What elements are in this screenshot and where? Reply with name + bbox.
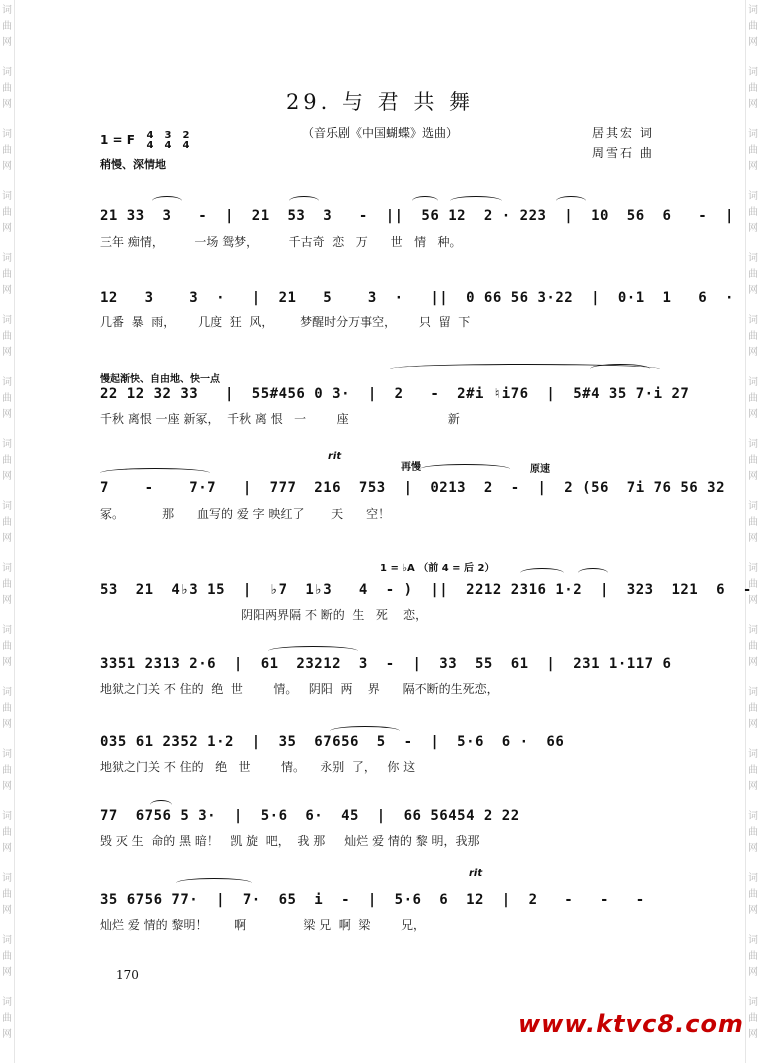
watermark-glyph: 曲 — [748, 827, 758, 838]
watermark-glyph: 词 — [748, 873, 758, 884]
notation-line: 12 3 3 · | 21 5 3 · || 0 66 56 3·22 | 0·1 1 6 · — [100, 290, 734, 306]
watermark-glyph: 曲 — [2, 393, 12, 404]
lyric-line: 千秋 离恨 一座 新冢， 千秋 离 恨 一 座 新 — [100, 412, 460, 426]
watermark-glyph: 曲 — [748, 331, 758, 342]
watermark-glyph: 曲 — [748, 641, 758, 652]
watermark-glyph: 词 — [748, 5, 758, 16]
watermark-glyph: 曲 — [2, 765, 12, 776]
watermark-glyph: 网 — [2, 533, 12, 544]
watermark-glyph: 词 — [748, 687, 758, 698]
watermark-glyph: 曲 — [748, 517, 758, 528]
watermark-glyph: 网 — [2, 657, 12, 668]
watermark-glyph: 曲 — [2, 827, 12, 838]
watermark-glyph: 词 — [2, 501, 12, 512]
slur — [450, 196, 502, 206]
watermark-glyph: 曲 — [748, 393, 758, 404]
lyricist-credit: 居其宏 词 — [592, 126, 654, 140]
notation-line: 22 12 32 33 | 55#456 0 3· | 2 - 2#i ♮i76 | 5#4 35 7·i 27 — [100, 386, 690, 402]
notation-line: 35 6756 77· | 7· 65 i - | 5·6 6 12 | 2 - - - — [100, 892, 645, 908]
site-watermark: www.ktvc8.com — [518, 1010, 744, 1038]
watermark-glyph: 网 — [2, 285, 12, 296]
watermark-glyph: 词 — [2, 377, 12, 388]
watermark-glyph: 网 — [2, 223, 12, 234]
watermark-glyph: 网 — [2, 967, 12, 978]
lyric-line: 冢。 那 血写的 爱 字 映红了 天 空！ — [100, 507, 391, 521]
watermark-glyph: 网 — [748, 843, 758, 854]
lyric-line: 几番 暴 雨， 几度 狂 风， 梦醒时分万事空， 只 留 下 — [100, 315, 471, 329]
watermark-glyph: 曲 — [2, 269, 12, 280]
notation-line: 7 - 7·7 | 777 216 753 | 0213 2 - | 2 (56 7i 76 56 32 — [100, 480, 726, 496]
watermark-glyph: 网 — [2, 409, 12, 420]
slur — [520, 568, 564, 578]
watermark-glyph: 网 — [748, 161, 758, 172]
watermark-glyph: 网 — [2, 347, 12, 358]
watermark-glyph: 词 — [748, 749, 758, 760]
watermark-glyph: 词 — [748, 377, 758, 388]
tempo-direction: 再慢 — [401, 462, 421, 473]
slur — [556, 196, 586, 206]
watermark-glyph: 词 — [2, 315, 12, 326]
watermark-glyph: 词 — [748, 439, 758, 450]
time-signature: 4 4 — [146, 130, 154, 151]
key-change: 1 = ♭A （前 4 = 后 2） — [380, 563, 495, 574]
tempo-direction: 原速 — [530, 464, 550, 475]
watermark-glyph: 词 — [2, 625, 12, 636]
slur — [176, 878, 252, 888]
watermark-glyph: 网 — [748, 657, 758, 668]
slur — [268, 646, 358, 656]
tempo-marking: 稍慢、深情地 — [100, 158, 166, 171]
watermark-glyph: 曲 — [2, 703, 12, 714]
notation-line: 3351 2313 2·6 | 61 23212 3 - | 33 55 61 | 231 1·117 6 — [100, 656, 672, 672]
slur — [289, 196, 319, 206]
watermark-glyph: 曲 — [2, 951, 12, 962]
watermark-glyph: 曲 — [748, 889, 758, 900]
watermark-glyph: 词 — [748, 191, 758, 202]
watermark-glyph: 词 — [748, 811, 758, 822]
slur — [100, 468, 210, 478]
watermark-glyph: 曲 — [2, 21, 12, 32]
watermark-glyph: 词 — [2, 563, 12, 574]
watermark-glyph: 网 — [748, 781, 758, 792]
watermark-glyph: 曲 — [748, 269, 758, 280]
slur — [152, 196, 182, 206]
slur — [590, 364, 650, 374]
watermark-glyph: 词 — [2, 935, 12, 946]
watermark-glyph: 曲 — [2, 207, 12, 218]
watermark-glyph: 网 — [2, 161, 12, 172]
right-watermark-strip — [745, 0, 760, 1063]
watermark-glyph: 曲 — [2, 455, 12, 466]
watermark-glyph: 曲 — [2, 83, 12, 94]
watermark-glyph: 网 — [2, 471, 12, 482]
watermark-glyph: 词 — [748, 315, 758, 326]
watermark-glyph: 词 — [748, 67, 758, 78]
watermark-glyph: 网 — [748, 37, 758, 48]
slur — [412, 196, 438, 206]
watermark-glyph: 词 — [2, 811, 12, 822]
watermark-glyph: 词 — [748, 563, 758, 574]
watermark-glyph: 网 — [2, 781, 12, 792]
watermark-glyph: 曲 — [2, 145, 12, 156]
watermark-glyph: 网 — [748, 471, 758, 482]
ritardando-mark: rit — [328, 451, 342, 462]
watermark-glyph: 网 — [748, 285, 758, 296]
watermark-glyph: 网 — [2, 595, 12, 606]
notation-line: 77 6756 5 3· | 5·6 6· 45 | 66 56454 2 22 — [100, 808, 520, 824]
watermark-glyph: 曲 — [748, 145, 758, 156]
notation-line: 035 61 2352 1·2 | 35 67656 5 - | 5·6 6 · 66 — [100, 734, 565, 750]
watermark-glyph: 词 — [2, 191, 12, 202]
lyric-line: 地狱之门关 不 住的 绝 世 情。 永别 了， 你 这 — [100, 760, 416, 774]
watermark-glyph: 词 — [2, 687, 12, 698]
watermark-glyph: 词 — [2, 67, 12, 78]
watermark-glyph: 曲 — [748, 951, 758, 962]
watermark-glyph: 网 — [748, 1029, 758, 1040]
watermark-glyph: 网 — [2, 719, 12, 730]
slur — [578, 568, 608, 578]
watermark-glyph: 词 — [2, 749, 12, 760]
watermark-glyph: 曲 — [748, 1013, 758, 1024]
watermark-glyph: 曲 — [748, 21, 758, 32]
song-subtitle: （音乐剧《中国蝴蝶》选曲） — [301, 126, 458, 140]
watermark-glyph: 网 — [2, 37, 12, 48]
watermark-glyph: 词 — [748, 129, 758, 140]
watermark-glyph: 网 — [748, 967, 758, 978]
watermark-glyph: 曲 — [748, 207, 758, 218]
key-signature: 1 = F — [100, 133, 135, 147]
watermark-glyph: 词 — [2, 129, 12, 140]
watermark-glyph: 曲 — [2, 331, 12, 342]
watermark-glyph: 网 — [748, 595, 758, 606]
watermark-glyph: 网 — [2, 843, 12, 854]
watermark-glyph: 词 — [2, 873, 12, 884]
watermark-glyph: 曲 — [748, 703, 758, 714]
watermark-glyph: 网 — [748, 347, 758, 358]
watermark-glyph: 网 — [748, 409, 758, 420]
watermark-glyph: 网 — [2, 99, 12, 110]
tempo-direction: 慢起渐快、自由地、快一点 — [100, 374, 220, 385]
song-title: 29. 与 君 共 舞 — [285, 90, 475, 114]
lyric-line: 毁 灭 生 命的 黑 暗！ 凯 旋 吧， 我 那 灿烂 爱 情的 黎 明，我那 — [100, 834, 480, 848]
watermark-glyph: 网 — [748, 99, 758, 110]
watermark-glyph: 曲 — [2, 889, 12, 900]
watermark-glyph: 词 — [2, 439, 12, 450]
time-signature: 2 4 — [182, 130, 190, 151]
watermark-glyph: 词 — [2, 253, 12, 264]
lyric-line: 阴阳两界隔 不 断的 生 死 恋， — [100, 608, 428, 622]
watermark-glyph: 词 — [748, 501, 758, 512]
ritardando-mark: rit — [469, 868, 483, 879]
watermark-glyph: 词 — [748, 253, 758, 264]
slur — [420, 464, 510, 474]
watermark-glyph: 曲 — [2, 1013, 12, 1024]
watermark-glyph: 曲 — [2, 517, 12, 528]
watermark-glyph: 词 — [748, 935, 758, 946]
watermark-glyph: 曲 — [748, 83, 758, 94]
lyric-line: 三年 痴情， 一场 鸳梦， 千古奇 恋 万 世 情 种。 — [100, 235, 462, 249]
watermark-glyph: 词 — [2, 5, 12, 16]
watermark-glyph: 曲 — [748, 455, 758, 466]
lyric-line: 灿烂 爱 情的 黎明！ 啊 梁 兄 啊 梁 兄， — [100, 918, 425, 932]
notation-line: 21 33 3 - | 21 53 3 - || 56 12 2 · 223 | 10 56 6 - | — [100, 208, 734, 224]
watermark-glyph: 网 — [748, 719, 758, 730]
page-number: 170 — [116, 968, 139, 982]
watermark-glyph: 曲 — [2, 641, 12, 652]
watermark-glyph: 词 — [748, 625, 758, 636]
watermark-glyph: 曲 — [748, 765, 758, 776]
watermark-glyph: 曲 — [2, 579, 12, 590]
watermark-glyph: 词 — [2, 997, 12, 1008]
lyric-line: 地狱之门关 不 住的 绝 世 情。 阴阳 两 界 隔不断的生死恋， — [100, 682, 499, 696]
notation-line: 53 21 4♭3 15 | ♭7 1♭3 4 - ) || 2212 2316 1·2 | 323 121 6 - — [100, 582, 752, 598]
watermark-glyph: 曲 — [748, 579, 758, 590]
composer-credit: 周雪石 曲 — [592, 146, 654, 160]
watermark-glyph: 网 — [748, 905, 758, 916]
watermark-glyph: 网 — [2, 905, 12, 916]
watermark-glyph: 网 — [748, 533, 758, 544]
watermark-glyph: 网 — [748, 223, 758, 234]
watermark-glyph: 网 — [2, 1029, 12, 1040]
time-signature: 3 4 — [164, 130, 172, 151]
left-watermark-strip — [0, 0, 15, 1063]
watermark-glyph: 词 — [748, 997, 758, 1008]
